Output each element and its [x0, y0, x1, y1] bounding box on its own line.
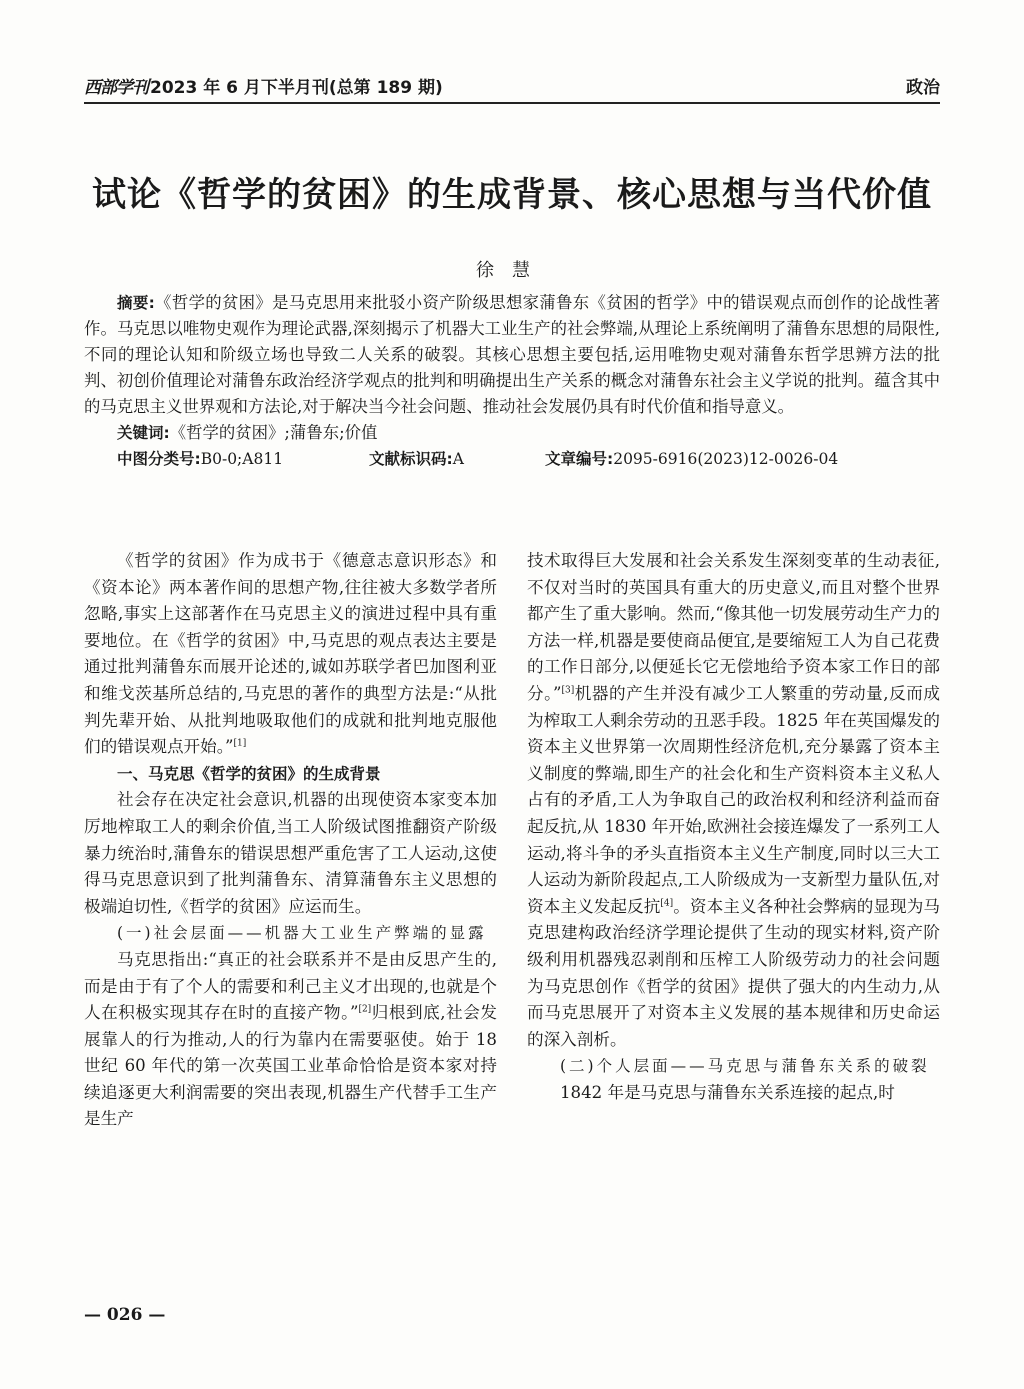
keywords: [84, 420, 940, 446]
article-no-label: 文章编号:: [545, 450, 614, 468]
keywords-label: 关键词:: [117, 424, 170, 442]
left-column: [84, 548, 497, 1133]
abstract-label: 摘要:: [117, 294, 155, 312]
section-heading: 一、马克思《哲学的贫困》的生成背景: [117, 764, 381, 783]
header-rule: [84, 102, 940, 104]
classification-line: [84, 446, 940, 472]
paragraph: 社会存在决定社会意识,机器的出现使资本家变本加厉地榨取工人的剩余价值,当工人阶级试图推翻资产阶级暴力统治时,蒲鲁东的错误思想严重危害了工人运动,这使得马克思意识到了批判蒲鲁东、清算蒲鲁东主义思想的极端迫切性,《哲学的贫困》应运而生。: [84, 790, 497, 916]
paragraph: 马克思指出:“真正的社会联系并不是由反思产生的,而是由于有了个人的需要和利己主义才出现的,也就是个人在积极实现其存在时的直接产物。”[2]归根到底,社会发展靠人的行为推动,人的行为靠内在需要驱使。始于 18 世纪 60 年代的第一次英国工业革命恰恰是资本家对持续追逐更大利润需要的突出表现,机器生产代替手工生产是生产: [84, 949, 497, 1129]
citation-ref: [2]: [358, 1004, 372, 1015]
citation-ref: [3]: [561, 685, 575, 696]
paragraph: 《哲学的贫困》作为成书于《德意志意识形态》和《资本论》两本著作间的思想产物,往往被大多数学者所忽略,事实上这部著作在马克思主义的演进过程中具有重要地位。在《哲学的贫困》中,马克思的观点表达主要是通过批判蒲鲁东而展开论述的,诚如苏联学者巴加图利亚和维戈茨基所总结的,马克思的著作的典型方法是:“从批判先辈开始、从批判地吸取他们的成就和批判地克服他们的错误观点开始。”[1]: [84, 551, 497, 757]
issue-info: 2023 年 6 月下半月刊(总第 189 期): [150, 77, 443, 98]
clc-label: 中图分类号:: [117, 450, 201, 468]
abstract: [84, 290, 940, 420]
section-label: 政治: [906, 77, 940, 98]
keywords-text: 《哲学的贫困》;蒲鲁东;价值: [169, 423, 378, 442]
right-column: [527, 548, 940, 1133]
author-name: 徐慧: [476, 260, 548, 281]
journal-logo: 西部学刊: [84, 77, 148, 98]
citation-ref: [4]: [660, 898, 674, 909]
article-title: 试论《哲学的贫困》的生成背景、核心思想与当代价值: [92, 175, 932, 215]
paragraph: 技术取得巨大发展和社会关系发生深刻变革的生动表征,不仅对当时的英国具有重大的历史意义,而且对整个世界都产生了重大影响。然而,“像其他一切发展劳动生产力的方法一样,机器是要使商品便宜,是要缩短工人为自己花费的工作日部分,以便延长它无偿地给予资本家工作日的部分。”[3]机器的产生并没有减少工人繁重的劳动量,反而成为榨取工人剩余劳动的丑恶手段。1825 年在英国爆发的资本主义世界第一次周期性经济危机,充分暴露了资本主义制度的弊端,即生产的社会化和生产资料资本主义私人占有的矛盾,工人为争取自己的政治权利和经济利益而奋起反抗,从 1830 年开始,欧洲社会接连爆发了一系列工人运动,将斗争的矛头直指资本主义生产制度,同时以三大工人运动为新阶段起点,工人阶级成为一支新型力量队伍,对资本主义发起反抗[4]。资本主义各种社会弊病的显现为马克思建构政治经济学理论提供了生动的现实材料,资产阶级利用机器残忍剥削和压榨工人阶级劳动力的社会问题为马克思创作《哲学的贫困》提供了强大的内生动力,从而马克思展开了对资本主义发展的基本规律和历史命运的深入剖析。: [527, 551, 941, 1049]
subsection-heading: (一)社会层面——机器大工业生产弊端的显露: [117, 924, 487, 943]
clc-value: B0-0;A811: [200, 450, 284, 468]
page-number: — 026 —: [84, 1305, 166, 1325]
citation-ref: [1]: [233, 738, 247, 749]
body-columns: [84, 548, 940, 1133]
header-left: [84, 73, 443, 98]
doc-value: A: [452, 450, 464, 468]
abstract-block: [84, 290, 940, 472]
paragraph: 1842 年是马克思与蒲鲁东关系连接的起点,时: [560, 1082, 895, 1102]
abstract-text: 《哲学的贫困》是马克思用来批驳小资产阶级思想家蒲鲁东《贫困的哲学》中的错误观点而创作的论战性著作。马克思以唯物史观作为理论武器,深刻揭示了机器大工业生产的社会弊端,从理论上系统阐明了蒲鲁东思想的局限性,不同的理论认知和阶级立场也导致二人关系的破裂。其核心思想主要包括,运用唯物史观对蒲鲁东哲学思辨方法的批判、初创价值理论对蒲鲁东政治经济学观点的批判和明确提出生产关系的概念对蒲鲁东社会主义学说的批判。蕴含其中的马克思主义世界观和方法论,对于解决当今社会问题、推动社会发展仍具有时代价值和指导意义。: [84, 293, 941, 416]
doc-label: 文献标识码:: [369, 450, 453, 468]
article-no-value: 2095-6916(2023)12-0026-04: [613, 450, 839, 468]
page-header: [84, 72, 940, 98]
subsection-heading: (二)个人层面——马克思与蒲鲁东关系的破裂: [560, 1057, 930, 1076]
